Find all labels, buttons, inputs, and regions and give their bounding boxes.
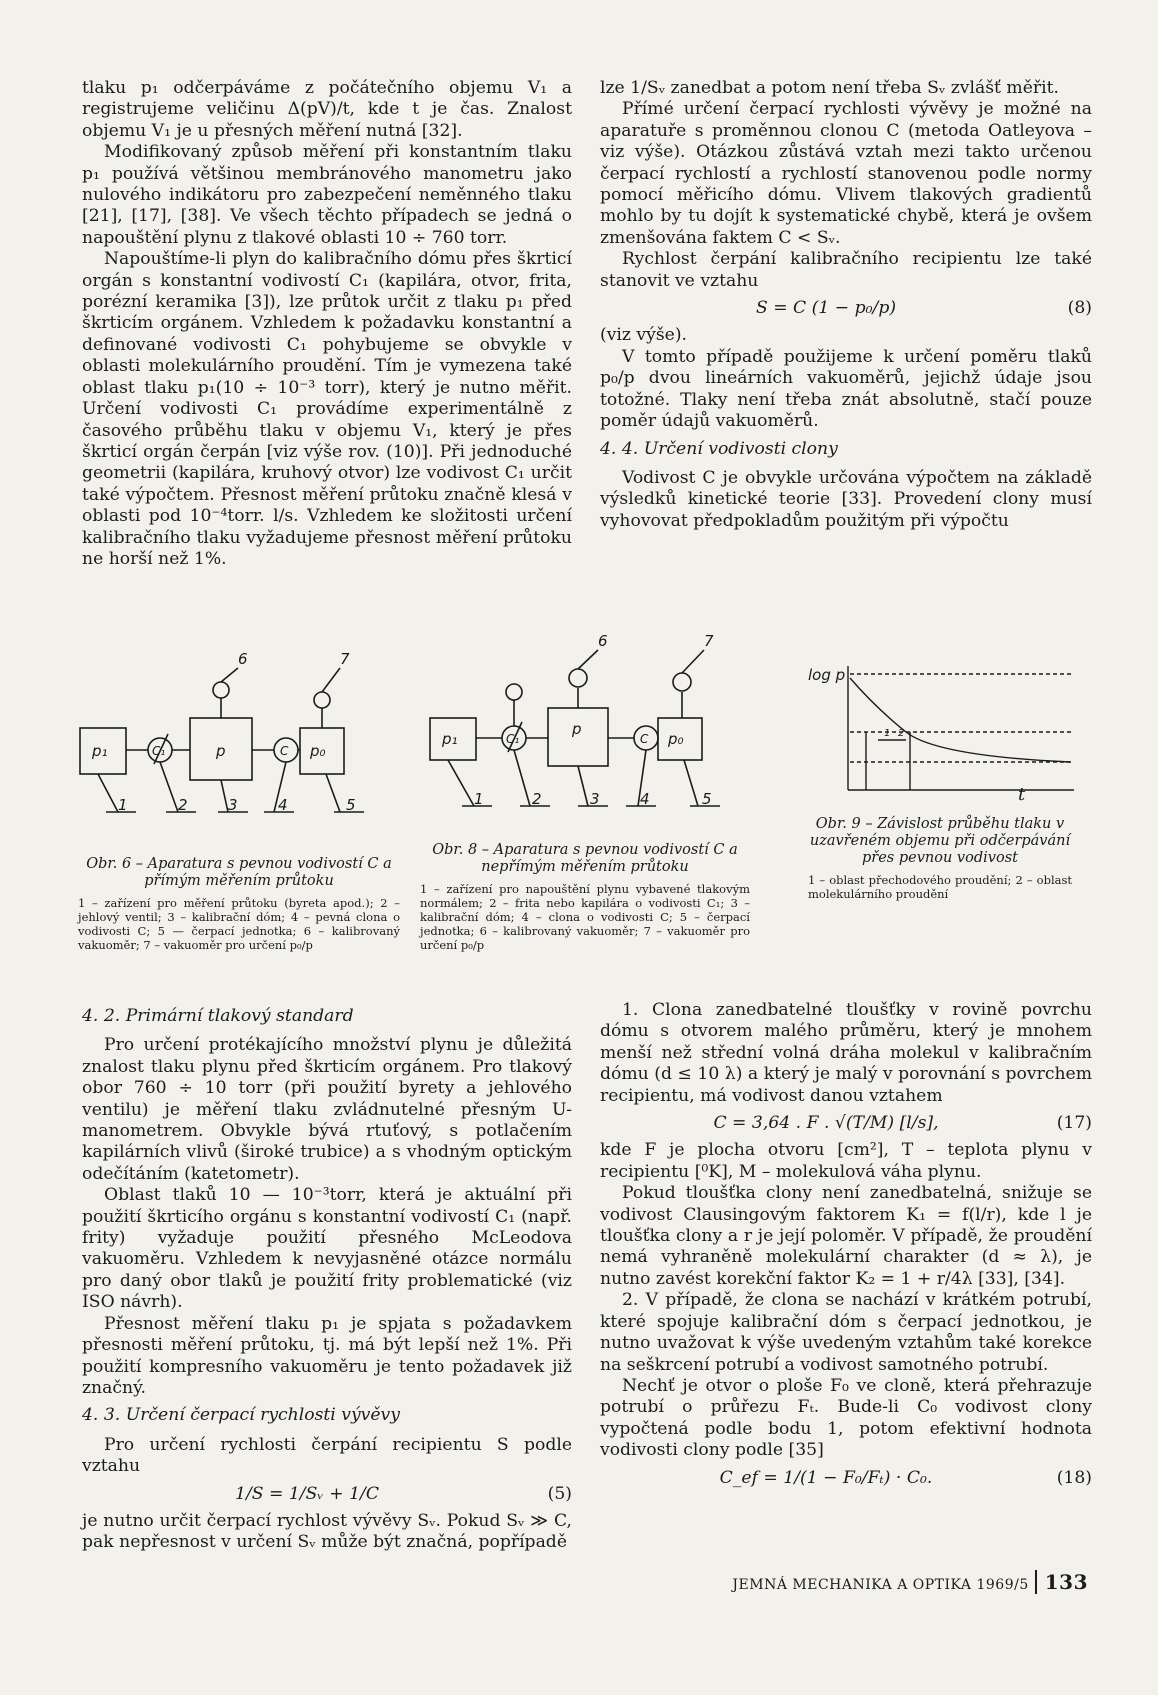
paragraph: Pokud tloušťka clony není zanedbatelná, snižuje se vodivost Clausingovým faktorem K₁ = f(l/r), kde l je tloušťka clony a r je její poloměr. V případě, že proudění nemá vyhraněně molekulární charakter (d ≈ λ), je nutno zavést korekční faktor K₂ = 1 + r/4λ [33], [34]. xyxy=(600,1183,1092,1289)
section-heading: 4. 2. Primární tlakový standard xyxy=(82,1006,354,1026)
fig6-label-p1: p₁ xyxy=(92,742,108,760)
figure-8-caption xyxy=(420,842,750,952)
equation-body: 1/S = 1/Sᵥ + 1/C xyxy=(235,1483,379,1504)
fig8-label-7: 7 xyxy=(704,632,714,650)
paragraph: V tomto případě použijeme k určení poměru tlaků p₀/p dvou lineárních vakuoměrů, jejichž údaje jsou totožné. Tlaky není třeba znát absolutně, stačí pouze poměr údajů vakuoměrů. xyxy=(600,346,1092,432)
equation-body: C = 3,64 . F . √(T/M) [l/s], xyxy=(713,1113,939,1134)
page-number: 133 xyxy=(1035,1570,1088,1594)
paragraph: Přímé určení čerpací rychlosti vývěvy je možné na aparatuře s proměnnou clonou C (metoda Oatleyova – viz výše). Otázkou zůstává vztah mezi takto určenou čerpací rychlostí a rychlostí stanovenou podle normy pomocí měřicího dómu. Vlivem tlakových gradientů mohlo by tu dojít k systematické chybě, která je ovšem zmenšována faktem C < Sᵥ. xyxy=(600,99,1092,248)
paragraph: kde F je plocha otvoru [cm²], T – teplota plynu v recipientu [⁰K], M – molekulová váha plynu. xyxy=(600,1140,1092,1182)
fig8-label-p1: p₁ xyxy=(442,730,458,748)
fig8-label-4: 4 xyxy=(640,790,650,808)
figure-legend: 1 – oblast přechodového proudění; 2 – oblast molekulárního proudění xyxy=(808,873,1072,901)
paragraph: tlaku p₁ odčerpáváme z počátečního objemu V₁ a registrujeme veličinu Δ(pV)/t, kde t je čas. Znalost objemu V₁ je u přesných měření nutná [32]. xyxy=(82,78,572,141)
paragraph: Pro určení rychlosti čerpání recipientu S podle vztahu xyxy=(82,1434,572,1477)
paragraph: (viz výše). xyxy=(600,325,688,346)
fig8-label-3: 3 xyxy=(590,790,600,808)
right-column-bottom xyxy=(600,1000,1092,1495)
fig6-label-p: p xyxy=(216,742,226,760)
page-footer xyxy=(732,1570,1088,1594)
section-heading: 4. 4. Určení vodivosti clony xyxy=(600,438,838,459)
paragraph: je nutno určit čerpací rychlost vývěvy Sᵥ. Pokud Sᵥ ≫ C, pak nepřesnost v určení Sᵥ může být značná, popřípadě xyxy=(82,1510,572,1553)
equation-number: (17) xyxy=(1056,1113,1092,1134)
fig8-label-6: 6 xyxy=(598,632,608,650)
fig6-label-c: C xyxy=(280,744,289,758)
figure-title: Obr. 8 – Aparatura s pevnou vodivostí C a nepřímým měřením průtoku xyxy=(432,842,738,875)
fig6-label-2: 2 xyxy=(178,796,188,814)
equation-number: (8) xyxy=(1067,298,1092,319)
paragraph: Pro určení protékajícího množství plynu je důležitá znalost tlaku plynu před škrticím orgánem. Pro tlakový obor 760 ÷ 10 torr (při použití byrety a jehlového ventilu) je měření tlaku zvládnutelné přesným U-manometrem. Obvykle bývá rtuťový, s potlačením kapilárních vlivů (široké trubice) a s vhodným optickým odečítáním (katetometr). xyxy=(82,1035,572,1184)
figure-title: Obr. 6 – Aparatura s pevnou vodivostí C a přímým měřením průtoku xyxy=(86,856,392,889)
fig6-label-p0: p₀ xyxy=(310,742,326,760)
fig9-region-2: 2 xyxy=(898,728,905,739)
equation-17 xyxy=(600,1113,1092,1134)
paragraph: Napouštíme-li plyn do kalibračního dómu přes škrticí orgán s konstantní vodivostí C₁ (kapilára, otvor, frita, porézní keramika [3]), lze průtok určit z tlaku p₁ před škrticím orgánem. Vzhledem k požadavku konstantní a definované vodivosti C₁ pohybujeme se obvykle v oblasti molekulárního proudění. Tím je vymezena také oblast tlaku p₁(10 ÷ 10⁻³ torr), který je nutno měřit. Určení vodivosti C₁ provádíme experimentálně z časového průběhu tlaku v objemu V₁, který je přes škrticí orgán čerpán [viz výše rov. (10)]. Při jednoduché geometrii (kapilára, kruhový otvor) lze vodivost C₁ určit také výpočtem. Přesnost měření průtoku značně klesá v oblasti pod 10⁻⁴torr. l/s. Vzhledem ke složitosti určení kalibračního tlaku vyžadujeme přesnost měření průtoku ne horší než 1%. xyxy=(82,249,572,569)
equation-body: S = C (1 − p₀/p) xyxy=(755,298,897,319)
figure-6-diagram xyxy=(78,650,408,850)
fig9-ylabel: log p xyxy=(808,666,846,684)
fig6-label-1: 1 xyxy=(118,796,128,814)
fig6-label-4: 4 xyxy=(278,796,288,814)
equation-number: (18) xyxy=(1056,1467,1092,1488)
paragraph: 1. Clona zanedbatelné tloušťky v rovině povrchu dómu s otvorem malého průměru, který je mnohem menší než střední volná dráha molekul v kalibračním dómu (d ≤ 10 λ) a který je malý v porovnání s povrchem recipientu, má vodivost danou vztahem xyxy=(600,1000,1092,1106)
figure-legend: 1 – zařízení pro napouštění plynu vybavené tlakovým normálem; 2 – frita nebo kapilára o vodivosti C₁; 3 – kalibrační dóm; 4 – clona o vodivosti C; 5 – čerpací jednotka; 6 – kalibrovaný vakuoměr; 7 – vakuoměr pro určení p₀/p xyxy=(420,882,750,952)
paragraph: Vodivost C je obvykle určována výpočtem na základě výsledků kinetické teorie [33]. Provedení clony musí vyhovovat předpokladům použitým při výpočtu xyxy=(600,467,1092,531)
journal-name: JEMNÁ MECHANIKA A OPTIKA 1969/5 xyxy=(732,1577,1029,1593)
figure-6-caption xyxy=(78,856,400,952)
fig8-label-2: 2 xyxy=(532,790,542,808)
fig6-label-5: 5 xyxy=(346,796,356,814)
paragraph: 2. V případě, že clona se nachází v krátkém potrubí, které spojuje kalibrační dóm s čerpací jednotkou, je nutno uvažovat k výše uvedeným vztahům také korekce na seškrcení potrubí a vodivost samotného potrubí. xyxy=(600,1290,1092,1375)
fig9-region-1: 1 xyxy=(884,728,891,739)
paragraph: Rychlost čerpání kalibračního recipientu lze také stanovit ve vztahu xyxy=(600,249,1092,291)
fig6-label-c1: C₁ xyxy=(152,744,166,758)
left-column-top xyxy=(82,78,572,570)
paragraph: lze 1/Sᵥ zanedbat a potom není třeba Sᵥ zvlášť měřit. xyxy=(600,78,1059,98)
figure-8-diagram xyxy=(428,630,758,830)
paragraph: Nechť je otvor o ploše F₀ ve cloně, která přehrazuje potrubí o průřezu Fₜ. Bude-li C₀ vodivost clony vypočtená podle bodu 1, potom efektivní hodnota vodivosti clony podle [35] xyxy=(600,1375,1092,1461)
right-column-top xyxy=(600,78,1092,532)
equation-5 xyxy=(82,1484,572,1505)
fig8-label-p: p xyxy=(572,720,582,738)
figure-title: Obr. 9 – Závislost průběhu tlaku v uzavřeném objemu při odčerpávání přes pevnou vodivost xyxy=(809,816,1071,866)
fig6-label-3: 3 xyxy=(228,796,238,814)
left-column-bottom xyxy=(82,1000,572,1554)
equation-8 xyxy=(600,298,1092,319)
equation-number: (5) xyxy=(547,1483,572,1504)
figure-9-caption xyxy=(808,816,1072,901)
fig8-label-c: C xyxy=(640,732,649,746)
fig9-xlabel: t xyxy=(1018,784,1026,805)
fig6-label-7: 7 xyxy=(340,650,350,668)
section-heading: 4. 3. Určení čerpací rychlosti vývěvy xyxy=(82,1405,400,1426)
figure-legend: 1 – zařízení pro měření průtoku (byreta apod.); 2 – jehlový ventil; 3 – kalibrační dóm; 4 – pevná clona o vodivosti C; 5 — čerpací jednotka; 6 – kalibrovaný vakuoměr; 7 – vakuoměr pro určení p₀/p xyxy=(78,896,400,952)
paragraph: Modifikovaný způsob měření při konstantním tlaku p₁ používá většinou membránového manometru jako nulového indikátoru pro zabezpečení neměnného tlaku [21], [17], [38]. Ve všech těchto případech se jedná o napouštění plynu z tlakové oblasti 10 ÷ 760 torr. xyxy=(82,142,572,248)
fig6-label-6: 6 xyxy=(238,650,248,668)
fig8-label-p0: p₀ xyxy=(668,730,684,748)
paragraph: Přesnost měření tlaku p₁ je spjata s požadavkem přesnosti měření průtoku, tj. má být lepší než 1%. Při použití kompresního vakuoměru je tento požadavek již značný. xyxy=(82,1313,572,1398)
figure-9-chart xyxy=(806,660,1076,800)
fig8-label-5: 5 xyxy=(702,790,712,808)
fig8-label-1: 1 xyxy=(474,790,484,808)
fig8-label-c1: C₁ xyxy=(506,732,520,746)
equation-18 xyxy=(600,1468,1092,1489)
equation-body: C_ef = 1/(1 − F₀/Fₜ) · C₀. xyxy=(719,1467,933,1488)
paragraph: Oblast tlaků 10 — 10⁻³torr, která je aktuální při použití škrticího orgánu s konstantní vodivostí C₁ (např. frity) vyžaduje použití přesného McLeodova vakuoměru. Vzhledem k nevyjasněné otázce normálu pro daný obor tlaků je použití frity problematické (viz ISO návrh). xyxy=(82,1185,572,1313)
